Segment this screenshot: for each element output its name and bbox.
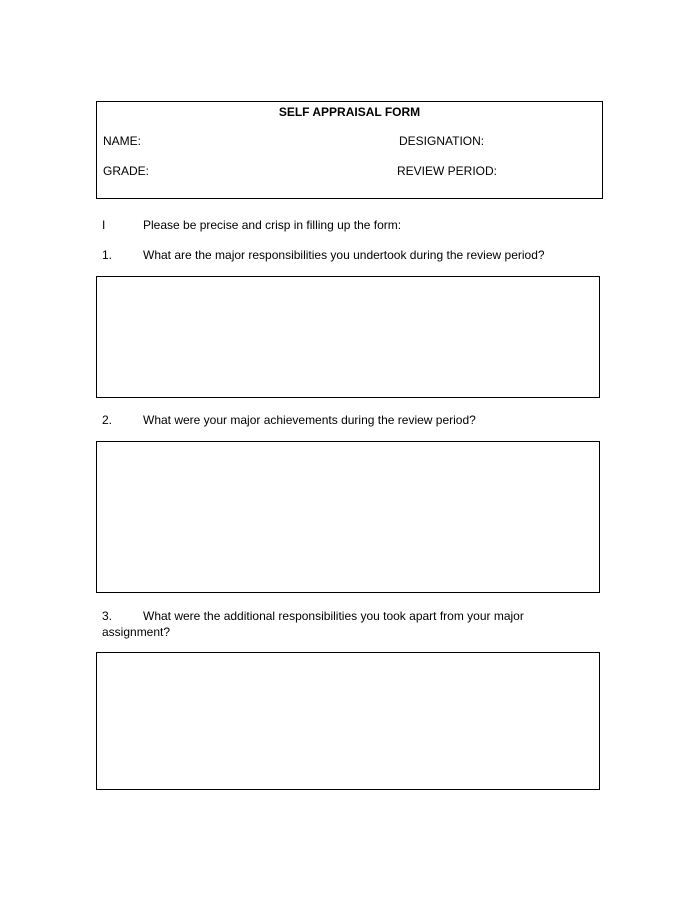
question-3-number: 3. [102, 609, 113, 623]
grade-label: GRADE: [103, 164, 150, 178]
question-3-text: What were the additional responsibilities you took apart from your major [143, 609, 524, 623]
form-title: SELF APPRAISAL FORM [278, 105, 421, 119]
question-3-text-continued: assignment? [102, 625, 171, 639]
question-1-number: 1. [102, 248, 113, 262]
instruction-text: Please be precise and crisp in filling up the form: [143, 218, 402, 232]
question-1 [102, 248, 602, 264]
question-3 [102, 609, 602, 641]
instruction-marker: I [102, 218, 106, 232]
form-header-box [96, 101, 603, 199]
answer-box-3[interactable] [96, 652, 600, 790]
question-1-text: What are the major responsibilities you undertook during the review period? [143, 248, 545, 262]
designation-label: DESIGNATION: [399, 134, 485, 148]
name-label: NAME: [103, 134, 142, 148]
review-period-label: REVIEW PERIOD: [397, 164, 498, 178]
question-2 [102, 413, 602, 429]
answer-box-2[interactable] [96, 441, 600, 593]
instruction-line [102, 218, 602, 234]
answer-box-1[interactable] [96, 276, 600, 398]
question-2-number: 2. [102, 413, 113, 427]
question-2-text: What were your major achievements during the review period? [143, 413, 476, 427]
